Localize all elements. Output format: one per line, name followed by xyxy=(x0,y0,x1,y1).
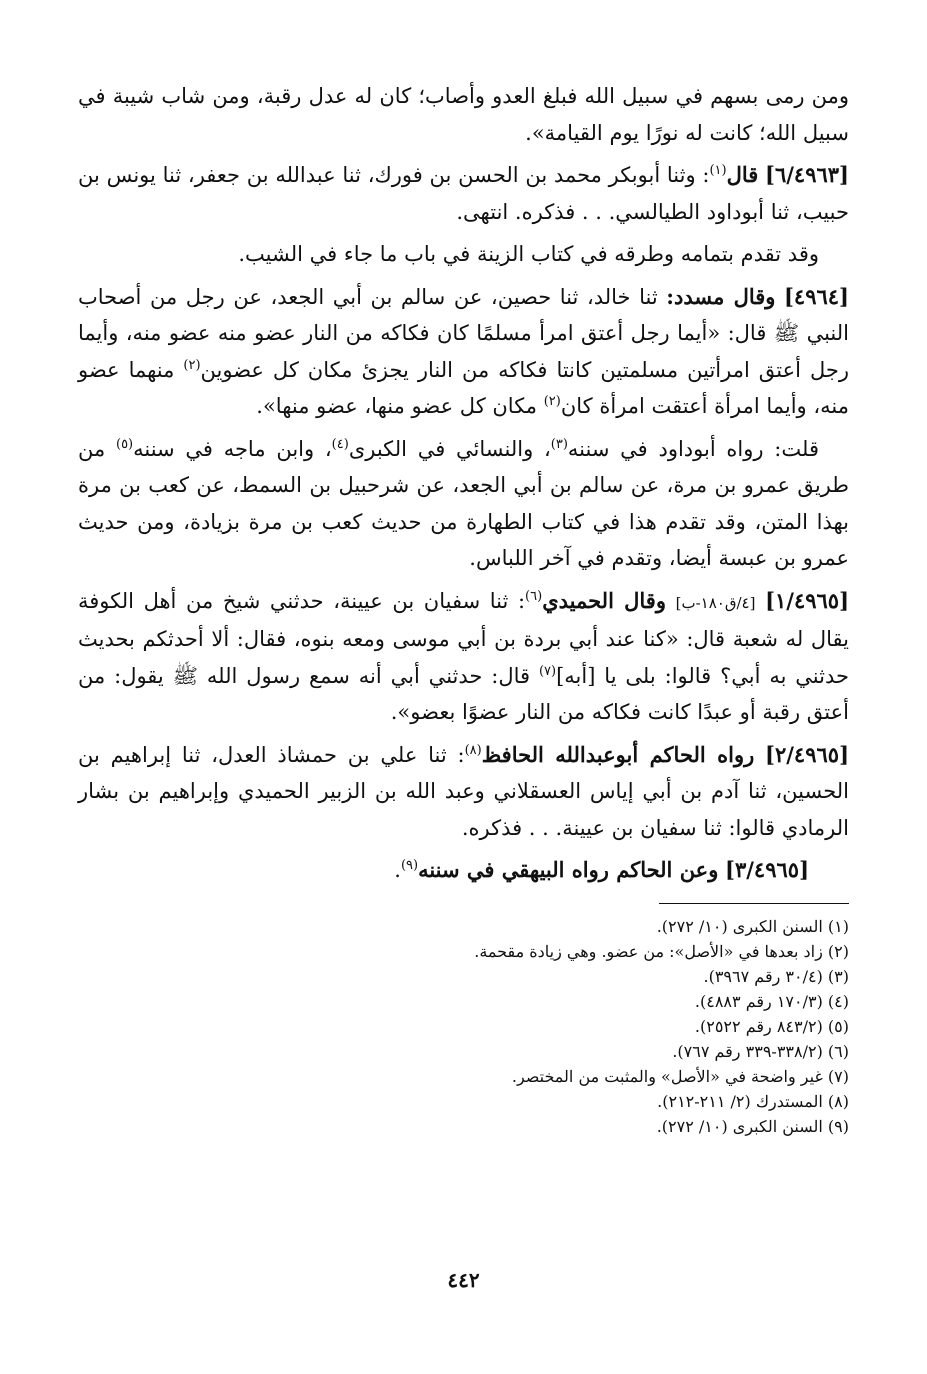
footnote: (٥) (٨٤٣/٢ رقم ٢٥٢٢). xyxy=(694,1016,849,1036)
footnote-marker: (١) xyxy=(709,163,727,178)
paragraph-text: : ثنا علي بن حمشاذ العدل، ثنا إبراهيم بن الحسين، ثنا آدم بن أبي إياس العسقلاني وعبد الله بن الزبير الحميدي وإبراهيم بن بشار الرمادي قالوا: ثنا سفيان بن عيينة. . . فذكره. xyxy=(78,742,849,840)
hadith-ref: [٤٩٦٤] xyxy=(783,283,849,309)
footnote-marker: (٢) xyxy=(183,357,201,373)
footnote-marker: (٥) xyxy=(115,436,134,452)
paragraph-text: منهما عضو منه، وأيما امرأة أعتقت امرأة كان xyxy=(78,357,849,418)
narrator-lead: وعن الحاكم رواه البيهقي في سننه xyxy=(418,857,719,882)
footnote-marker: (٦) xyxy=(525,588,543,604)
paragraph-text: قلت: رواه أبوداود في سننه xyxy=(567,436,819,461)
footnote: (٢) زاد بعدها في «الأصل»: من عضو. وهي زيادة مقحمة. xyxy=(474,941,849,961)
paragraph-4965-1 xyxy=(78,583,849,731)
paragraph-4963 xyxy=(78,157,849,230)
footnote: (٣) (٣٠/٤ رقم ٣٩٦٧). xyxy=(703,966,849,986)
paragraph-commentary xyxy=(78,431,849,577)
narrator-lead: رواه الحاكم أبوعبدالله الحافظ xyxy=(481,741,755,767)
hadith-ref: [٢/٤٩٦٥] xyxy=(765,741,849,767)
paragraph-text: : ثنا سفيان بن عيينة، حدثني شيخ من أهل الكوفة يقال له شعبة قال: «كنا عند أبي بردة بن أبي موسى ومعه بنوه، فقال: ألا أحدثكم بحديث حدثني به أبي؟ قالوا: بلى يا [أبه] xyxy=(78,588,849,688)
footnote-marker: (٢) xyxy=(543,394,561,409)
footnote: (٤) (١٧٠/٣ رقم ٤٨٨٣). xyxy=(694,991,849,1011)
paragraph-note xyxy=(78,236,849,273)
footnote: (٨) المستدرك (٢/ ٢١١-٢١٢). xyxy=(657,1091,849,1111)
footnote-marker: (٣) xyxy=(550,436,568,452)
paragraph-4964 xyxy=(78,279,849,425)
footnote: (٧) غير واضحة في «الأصل» والمثبت من المختصر. xyxy=(511,1066,849,1086)
page-number: ٤٤٢ xyxy=(447,1268,480,1292)
hadith-ref: [٦/٤٩٦٣] xyxy=(765,162,849,187)
footnotes-list xyxy=(78,914,849,1139)
paragraph-text: وقد تقدم بتمامه وطرقه في كتاب الزينة في باب ما جاء في الشيب. xyxy=(238,242,819,266)
footnote-marker: (٧) xyxy=(538,663,557,679)
paragraph-text: . xyxy=(394,858,401,882)
paragraph-text: مكان كل عضو منها، عضو منها». xyxy=(256,394,544,418)
paragraph-text: ، والنسائي في الكبرى xyxy=(348,436,551,461)
manuscript-folio: [٤/ق١٨٠-ب] xyxy=(675,593,756,612)
paragraph-4965-2 xyxy=(78,737,849,847)
footnote-marker: (٤) xyxy=(331,436,349,452)
hadith-ref: [٣/٤٩٦٥] xyxy=(725,857,809,882)
narrator-lead: وقال مسدد: xyxy=(666,283,776,309)
footnote: (١) السنن الكبرى (١٠/ ٢٧٢). xyxy=(656,916,849,936)
paragraph-text: ومن رمى بسهم في سبيل الله فبلغ العدو وأصاب؛ كان له عدل رقبة، ومن شاب شيبة في سبيل الله؛ كانت له نورًا يوم القيامة». xyxy=(78,84,849,145)
narrator-lead: وقال الحميدي xyxy=(542,587,666,613)
paragraph-text: قال: حدثني أبي أنه سمع رسول الله ﷺ يقول: من أعتق رقبة أو عبدًا كانت فكاكه من النار عضوًا بعضو». xyxy=(78,663,849,724)
narrator-lead: قال xyxy=(726,162,759,187)
hadith-ref: [١/٤٩٦٥] xyxy=(765,587,850,613)
footnote-marker: (٨) xyxy=(464,742,482,758)
footnote: (٩) السنن الكبرى (١٠/ ٢٧٢). xyxy=(656,1116,849,1136)
paragraph-text: ثنا خالد، ثنا حصين، عن سالم بن أبي الجعد، عن رجل من أصحاب النبي ﷺ قال: «أيما رجل أعتق امرأ مسلمًا كان فكاكه من النار عضو منه عضو منه، وأيما رجل أعتق امرأتين مسلمتين كانتا فكاكه من النار يجزئ مكان كل عضوين xyxy=(78,284,849,382)
footnote-divider xyxy=(659,903,849,904)
paragraph-1 xyxy=(78,78,849,151)
footnote: (٦) (٣٣٨/٢-٣٣٩ رقم ٧٦٧). xyxy=(672,1041,849,1061)
paragraph-text: ، وابن ماجه في سننه xyxy=(133,436,332,461)
paragraph-text: : وثنا أبوبكر محمد بن الحسن بن فورك، ثنا عبدالله بن جعفر، ثنا يونس بن حبيب، ثنا أبوداود الطيالسي. . . فذكره. انتهى. xyxy=(78,163,849,224)
paragraph-text: من طريق عمرو بن مرة، عن سالم بن أبي الجعد، عن شرحبيل بن السمط، عن كعب بن مرة بهذا المتن، وقد تقدم هذا في كتاب الطهارة من حديث كعب بن مرة بزيادة، ومن حديث عمرو بن عبسة أيضا، وتقدم في آخر اللباس. xyxy=(78,436,849,570)
footnote-marker: (٩) xyxy=(400,858,419,873)
paragraph-4965-3 xyxy=(78,852,809,889)
